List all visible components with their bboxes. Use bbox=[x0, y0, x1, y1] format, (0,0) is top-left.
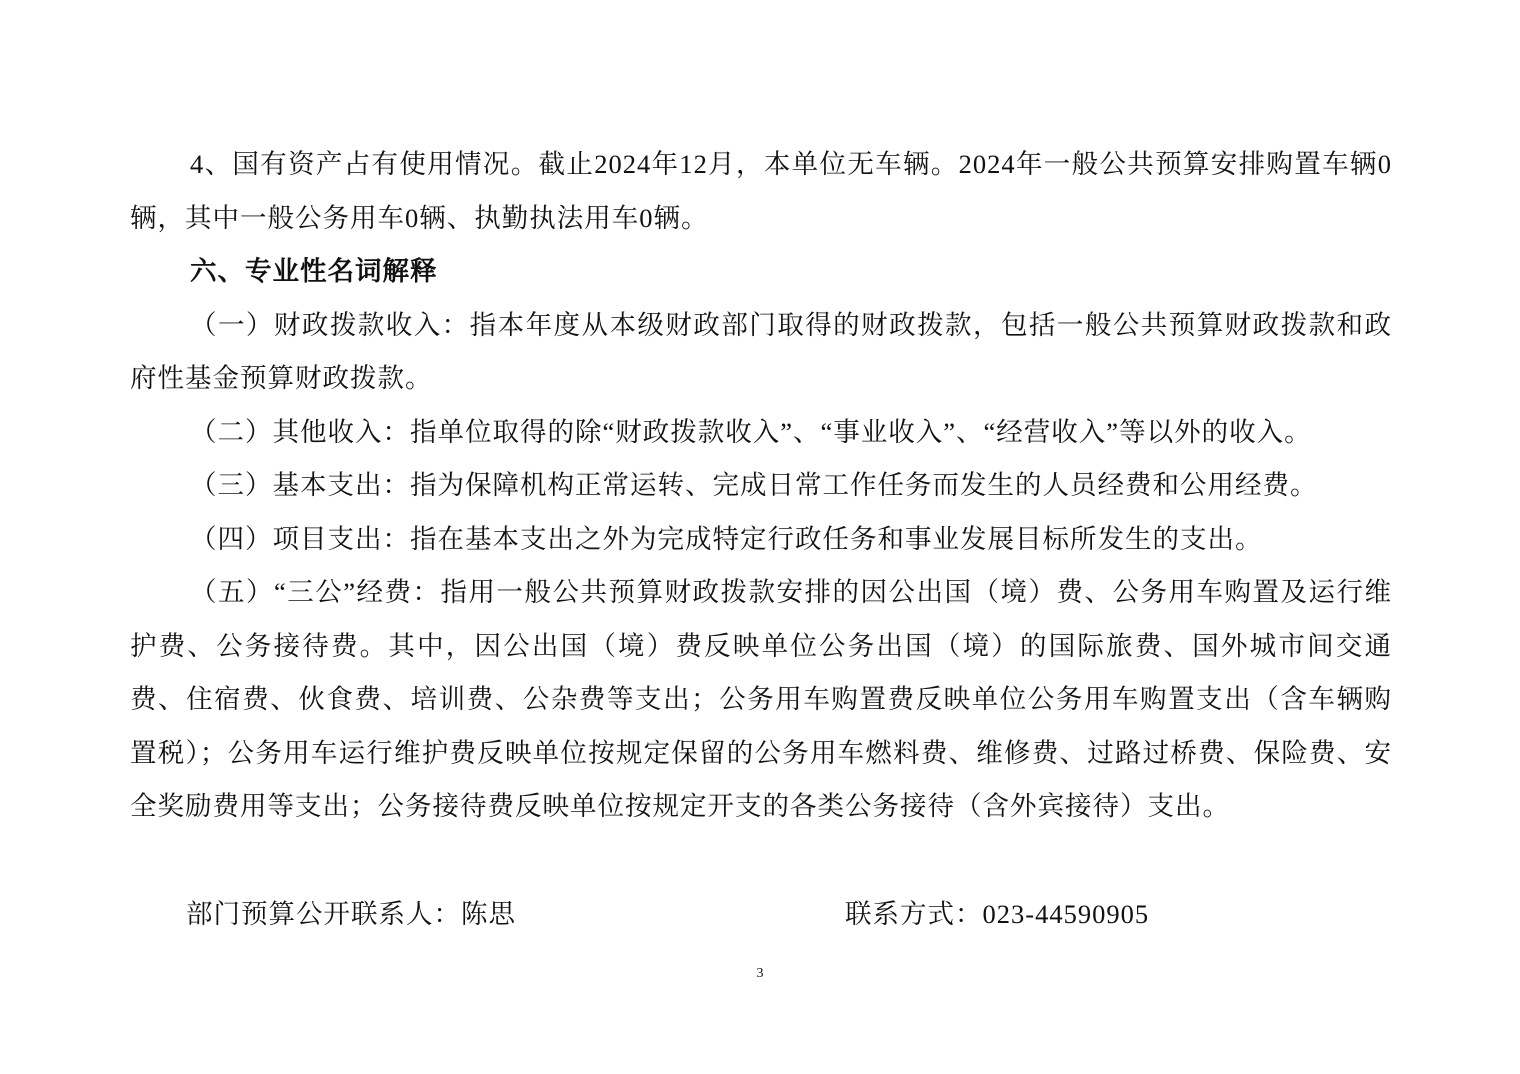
paragraph-basic-expenditure: （三）基本支出：指为保障机构正常运转、完成日常工作任务而发生的人员经费和公用经费。 bbox=[190, 470, 1318, 500]
paragraph-project-expenditure: （四）项目支出：指在基本支出之外为完成特定行政任务和事业发展目标所发生的支出。 bbox=[190, 523, 1263, 554]
contact-person: 部门预算公开联系人：陈思 bbox=[186, 899, 516, 929]
section-heading: 六、专业性名词解释 bbox=[190, 256, 438, 287]
document-body bbox=[130, 138, 1392, 834]
contact-row bbox=[186, 892, 1286, 936]
paragraph-fiscal-income: （一）财政拨款收入：指本年度从本级财政部门取得的财政拨款，包括一般公共预算财政拨款和政府性基金预算财政拨款。 bbox=[130, 309, 1392, 393]
paragraph-other-income: （二）其他收入：指单位取得的除“财政拨款收入”、“事业收入”、“经营收入”等以外的收入。 bbox=[190, 416, 1312, 447]
contact-phone: 联系方式：023-44590905 bbox=[845, 899, 1150, 929]
paragraph-three-public-expenses: （五）“三公”经费：指用一般公共预算财政拨款安排的因公出国（境）费、公务用车购置及运行维护费、公务接待费。其中，因公出国（境）费反映单位公务出国（境）的国际旅费、国外城市间交通费、住宿费、伙食费、培训费、公杂费等支出；公务用车购置费反映单位公务用车购置支出（含车辆购置税）；公务用车运行维护费反映单位按规定保留的公务用车燃料费、维修费、过路过桥费、保险费、安全奖励费用等支出；公务接待费反映单位按规定开支的各类公务接待（含外宾接待）支出。 bbox=[130, 577, 1392, 821]
page-number: 3 bbox=[756, 966, 764, 981]
paragraph-assets: 4、国有资产占有使用情况。截止2024年12月，本单位无车辆。2024年一般公共预算安排购置车辆0辆，其中一般公务用车0辆、执勤执法用车0辆。 bbox=[130, 149, 1392, 233]
